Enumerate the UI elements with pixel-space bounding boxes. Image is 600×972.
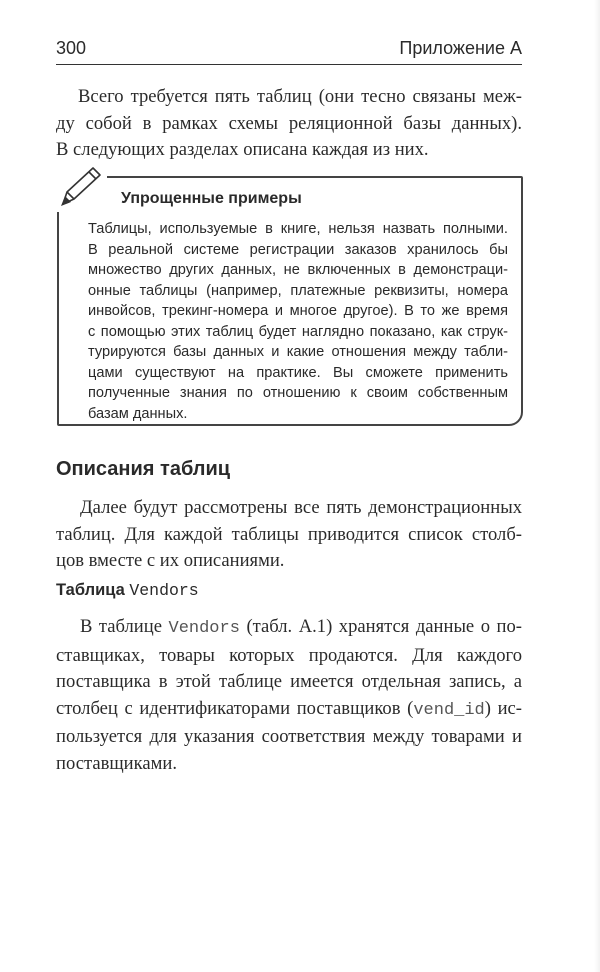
subsection-title-code: Vendors <box>129 581 199 600</box>
note-line: цами существуют на практике. Вы сможете применить <box>88 364 508 381</box>
vendors-code: Vendors <box>168 619 240 638</box>
page-edge-shadow <box>594 0 600 972</box>
note-line: В реальной системе регистрации заказов хранилось бы <box>88 241 508 258</box>
vendors-text-fragment: ) ис- <box>484 697 522 719</box>
note-line: онные таблицы (например, платежные реквизиты, номера <box>88 282 508 299</box>
note-line: турируются базы данных и какие отношения между табли- <box>88 344 508 360</box>
vendors-line: поставщика в этой таблице имеется отдельная запись, а <box>56 671 522 692</box>
note-line: Таблицы, используемые в книге, нельзя назвать полными. <box>88 221 508 237</box>
running-title: Приложение А <box>399 38 522 58</box>
note-box <box>57 176 523 426</box>
vendors-line: поставщиками. <box>56 752 177 774</box>
subsection-heading <box>56 581 199 600</box>
vendors-line <box>56 614 522 643</box>
section-paragraph <box>56 495 522 575</box>
page-header <box>56 36 522 65</box>
vendors-line: ставщиках, товары которых продаются. Для каждого <box>56 644 522 666</box>
section-line: Далее будут рассмотрены все пять демонстрационных <box>80 497 522 518</box>
vendors-line: пользуется для указания соответствия между товарами и <box>56 726 522 747</box>
page-number: 300 <box>56 38 87 58</box>
intro-line: Всего требуется пять таблиц (они тесно связаны меж- <box>78 86 522 107</box>
section-line: цов вместе с их описаниями. <box>56 550 285 571</box>
intro-line: ду собой в рамках схемы реляционной базы данных). <box>56 112 522 134</box>
vendors-paragraph <box>56 614 522 777</box>
section-line: таблиц. Для каждой таблицы приводится список столб- <box>56 523 522 545</box>
vendors-text-fragment: (табл. А.1) хранятся данные о по- <box>246 616 522 637</box>
section-heading: Описания таблиц <box>56 458 231 480</box>
intro-line: В следующих разделах описана каждая из них. <box>56 139 429 160</box>
note-line: базам данных. <box>88 405 188 422</box>
note-line: инвойсов, трекинг-номера и многое другое). В то же время <box>88 303 508 319</box>
vendors-line <box>56 696 522 725</box>
intro-paragraph <box>56 84 522 164</box>
vendors-text-fragment: столбец с идентификаторами поставщиков ( <box>56 697 414 719</box>
note-line: с помощью этих таблиц будет наглядно показано, как струк- <box>88 323 508 340</box>
vendors-text-fragment: В таблице <box>80 616 162 637</box>
note-line: полученные знания по отношению к своим собственным <box>88 385 508 401</box>
note-body <box>88 219 508 424</box>
note-line: множество других данных, не включенных в демонстраци- <box>88 262 508 278</box>
vend-id-code: vend_id <box>413 700 485 720</box>
subsection-title-prefix: Таблица <box>56 581 125 599</box>
pencil-icon <box>55 160 107 212</box>
note-title: Упрощенные примеры <box>121 190 302 207</box>
